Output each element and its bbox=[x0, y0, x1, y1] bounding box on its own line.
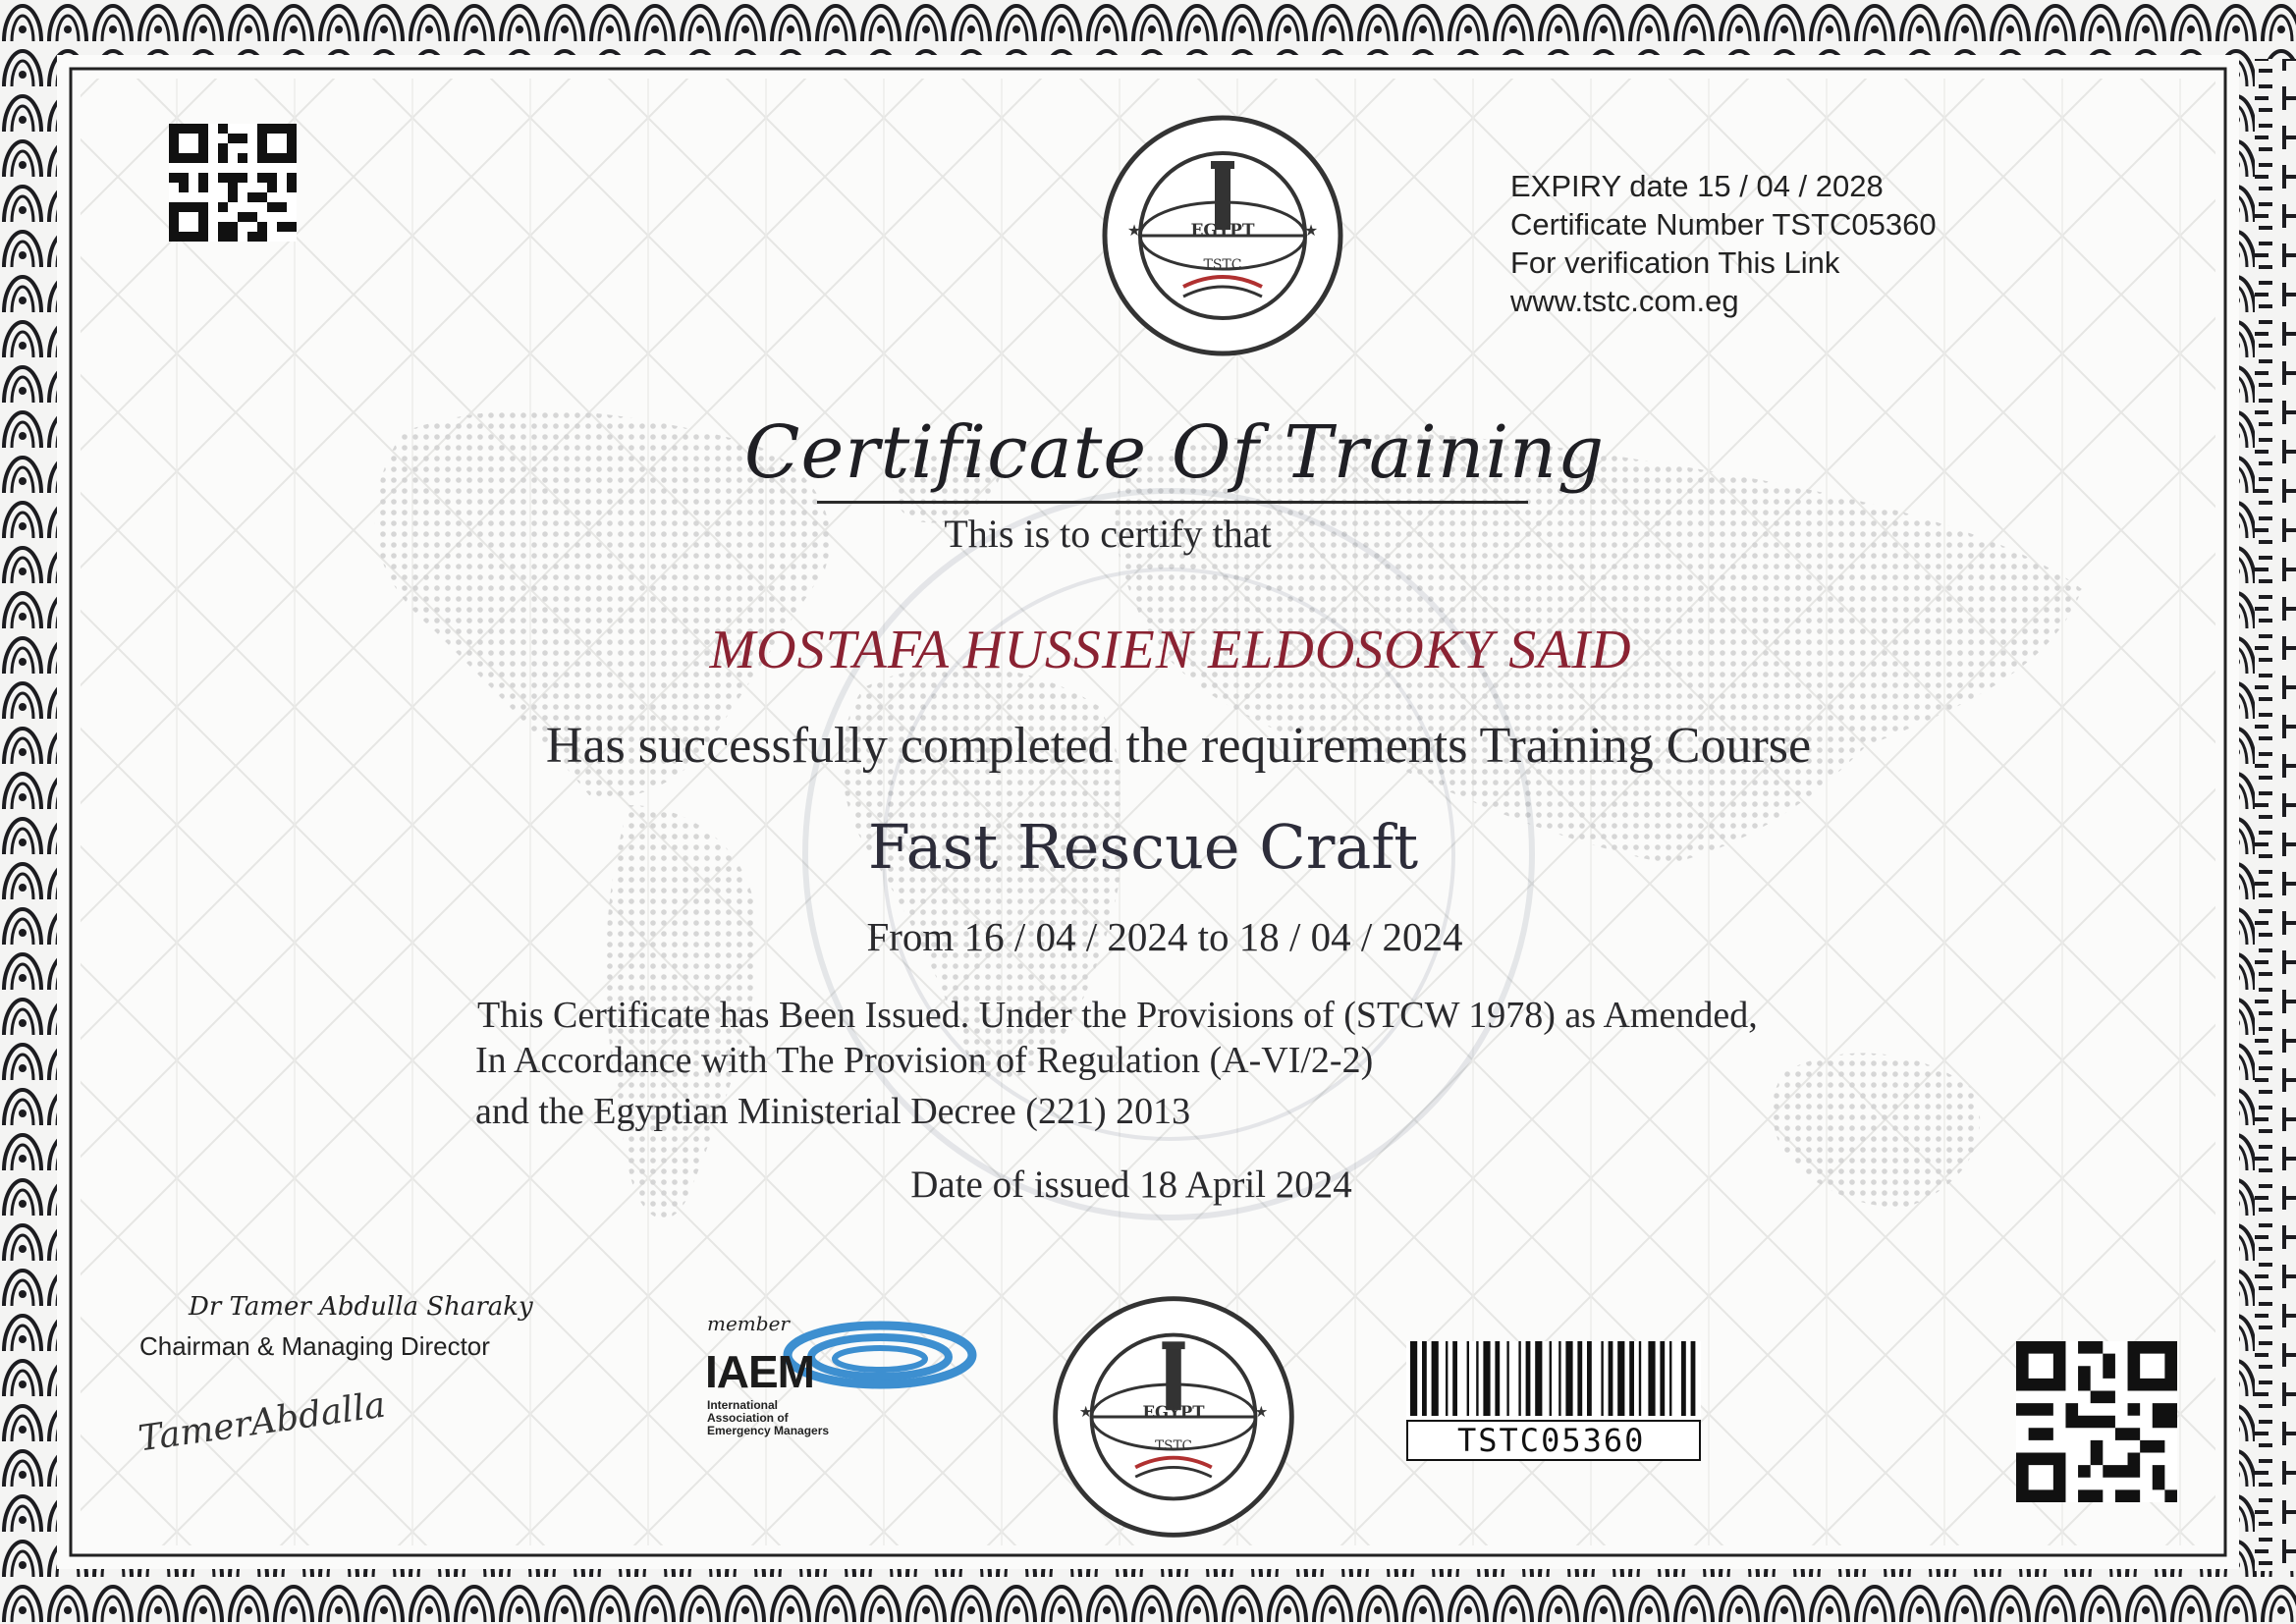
certify-line: This is to certify that bbox=[944, 512, 1272, 556]
tstc-seal-top bbox=[1090, 108, 1355, 363]
signatory-title: Chairman & Managing Director bbox=[139, 1331, 490, 1361]
iaem-name-line-3: Emergency Managers bbox=[707, 1424, 830, 1437]
provisions-line-1: This Certificate has Been Issued. Under the Provisions of (STCW 1978) as Amended, bbox=[477, 995, 1758, 1036]
barcode-number: TSTC05360 bbox=[1457, 1422, 1646, 1459]
course-dates: From 16 / 04 / 2024 to 18 / 04 / 2024 bbox=[866, 914, 1463, 959]
iaem-name-line-2: Association of bbox=[707, 1411, 789, 1425]
expiry-date: EXPIRY date 15 / 04 / 2028 bbox=[1510, 169, 1884, 203]
certificate-title: Certificate Of Training bbox=[743, 410, 1606, 495]
provisions-line-3: and the Egyptian Ministerial Decree (221) 2013 bbox=[475, 1091, 1191, 1132]
svg-text:★: ★ bbox=[1303, 223, 1319, 240]
svg-text:★: ★ bbox=[1254, 1404, 1269, 1421]
seal-country-text: EGYPT bbox=[1190, 221, 1255, 241]
title-underline bbox=[817, 501, 1528, 504]
iaem-logo bbox=[703, 1312, 978, 1443]
signatory-name: Dr Tamer Abdulla Sharaky bbox=[189, 1292, 533, 1322]
svg-text:★: ★ bbox=[1126, 223, 1142, 240]
seal-bottom-country-text: EGYPT bbox=[1142, 1402, 1205, 1422]
barcode bbox=[1406, 1341, 1701, 1459]
iaem-member-label: member bbox=[707, 1312, 790, 1335]
seal-bottom-acronym-text: TSTC bbox=[1155, 1437, 1192, 1454]
barcode-bars bbox=[1406, 1341, 1701, 1416]
recipient-name: MOSTAFA HUSSIEN ELDOSOKY SAID bbox=[709, 620, 1632, 680]
verification-label: For verification This Link bbox=[1510, 245, 1840, 280]
provisions-line-2: In Accordance with The Provision of Regulation (A-VI/2-2) bbox=[475, 1040, 1374, 1081]
completion-statement: Has successfully completed the requirements Training Course bbox=[545, 718, 1812, 774]
course-name: Fast Rescue Craft bbox=[867, 811, 1419, 883]
iaem-acronym: IAEM bbox=[705, 1346, 814, 1397]
certificate-details bbox=[1510, 167, 1937, 320]
iaem-name-line-1: International bbox=[707, 1398, 779, 1412]
signature: TamerAbdalla bbox=[136, 1384, 388, 1460]
verification-link[interactable]: www.tstc.com.eg bbox=[1510, 284, 1739, 318]
svg-text:★: ★ bbox=[1078, 1404, 1093, 1421]
qr-code-top-left bbox=[169, 122, 297, 244]
issue-date: Date of issued 18 April 2024 bbox=[910, 1164, 1352, 1206]
seal-acronym-text: TSTC bbox=[1203, 257, 1242, 273]
qr-code-bottom-right bbox=[2015, 1341, 2178, 1502]
certificate-number: Certificate Number TSTC05360 bbox=[1510, 207, 1937, 242]
tstc-seal-bottom bbox=[1045, 1288, 1302, 1545]
